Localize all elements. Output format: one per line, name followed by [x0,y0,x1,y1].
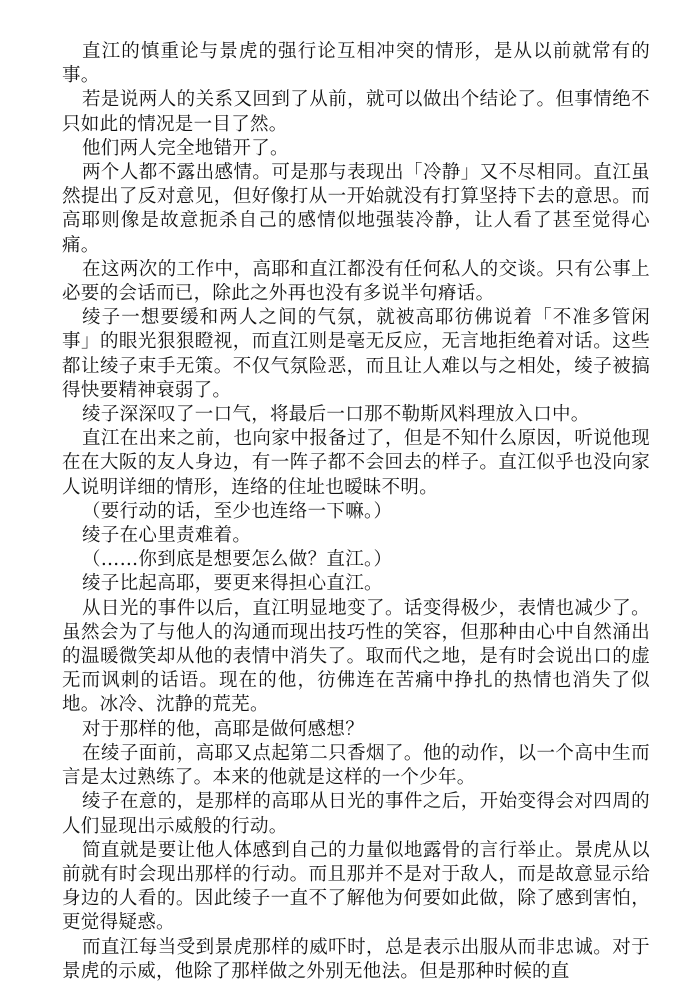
paragraph: 绫子在意的，是那样的高耶从日光的事件之后，开始变得会对四周的人们显现出示威般的行动。 [62,791,650,837]
paragraph: 若是说两人的关系又回到了从前，就可以做出个结论了。但事情绝不只如此的情况是一目了然。 [62,89,650,135]
paragraph: 简直就是要让他人体感到自己的力量似地露骨的言行举止。景虎从以前就有时会现出那样的行动。而且那并不是对于敌人，而是故意显示给身边的人看的。因此绫子一直不了解他为何要如此做，除了感到害怕，更觉得疑惑。 [62,839,650,934]
paragraph: 两个人都不露出感情。可是那与表现出「冷静」又不尽相同。直江虽然提出了反对意见，但好像打从一开始就没有打算坚持下去的意思。而高耶则像是故意扼杀自己的感情似地强装冷静，让人看了甚至觉得心痛。 [62,162,650,256]
paragraph: （要行动的话，至少也连络一下嘛。） [82,500,393,522]
paragraph: 在绫子面前，高耶又点起第二只香烟了。他的动作，以一个高中生而言是太过熟练了。本来的他就是这样的一个少年。 [62,742,650,789]
paragraph: 而直江每当受到景虎那样的威吓时，总是表示出服从而非忠诚。对于景虎的示威，他除了那样做之外别无他法。但是那种时候的直 [62,936,650,982]
paragraph: 绫子在心里责难着。 [82,525,252,547]
paragraph: （……你到底是想要怎么做？直江。） [82,549,393,571]
paragraph: 对于那样的他，高耶是做何感想？ [82,718,365,740]
paragraph: 从日光的事件以后，直江明显地变了。话变得极少，表情也减少了。虽然会为了与他人的沟通而现出技巧性的笑容，但那种由心中自然涌出的温暖微笑却从他的表情中消失了。取而代之地，是有时会说出口的虚无而讽刺的话语。现在的他，彷佛连在苦痛中挣扎的热情也消失了似地。冰冷、沈静的荒芜。 [62,597,650,716]
paragraph: 他们两人完全地错开了。 [82,137,289,159]
paragraph: 在这两次的工作中，高耶和直江都没有任何私人的交谈。只有公事上必要的会话而已，除此之外再也没有多说半句瘠话。 [62,258,650,305]
paragraph: 直江在出来之前，也向家中报备过了，但是不知什么原因，听说他现在在大阪的友人身边，有一阵子都不会回去的样子。直江似乎也没向家人说明详细的情形，连络的住址也暧昧不明。 [62,428,650,498]
paragraph: 绫子比起高耶，要更来得担心直江。 [82,573,383,595]
paragraph: 直江的慎重论与景虎的强行论互相冲突的情形，是从以前就常有的事。 [62,41,650,87]
paragraph: 绫子一想要缓和两人之间的气氛，就被高耶彷佛说着「不准多管闲事」的眼光狠狠瞪视，而直江则是毫无反应，无言地拒绝着对话。这些都让绫子束手无策。不仅气氛险恶，而且让人难以与之相处，绫子被搞得快要精神衰弱了。 [62,307,650,401]
paragraph: 绫子深深叹了一口气，将最后一口那不勒斯风料理放入口中。 [82,404,590,426]
